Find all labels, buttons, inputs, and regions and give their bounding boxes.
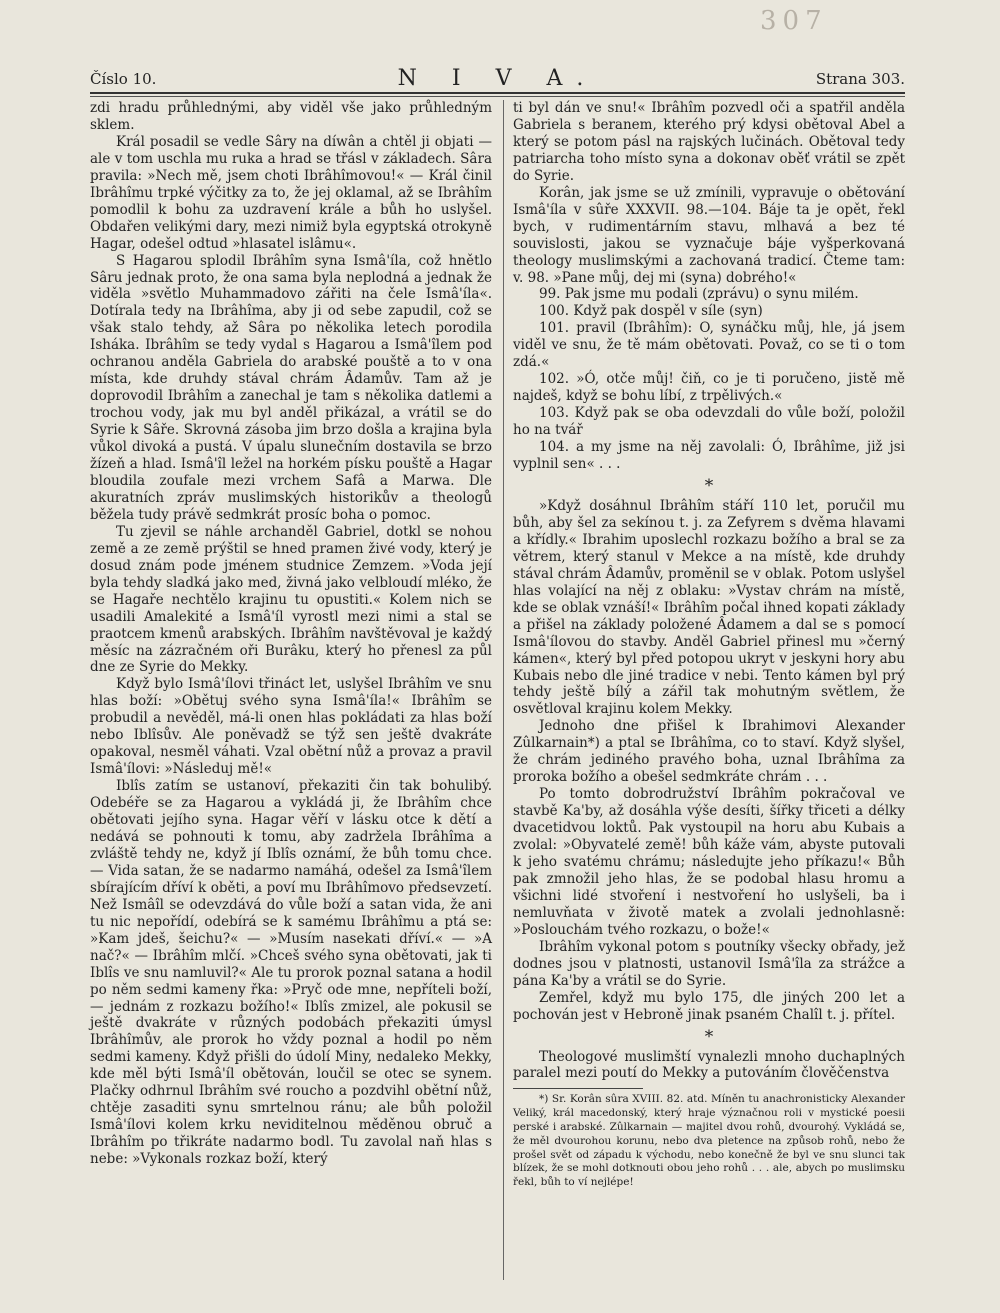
section-asterisk: * [704, 475, 714, 496]
verse-line: 101. pravil (Ibrâhîm): O, synáčku můj, hle, já jsem viděl ve snu, že tě mám obětovati. Považ, co se ti o tom zdá.« [513, 320, 905, 371]
paragraph: Korân, jak jsme se už zmínili, vypravuje o obětování Ismâ'íla v sûře XXXVII. 98.—104. Báje ta je opět, řekl bych, v rudimentárním stavu, mlhavá a bez té souvislosti, jakou se vyznačuje báje vyšperkovaná theology muslimskými a zachovaná tradicí. Čteme tam: v. 98. »Pane můj, dej mi (syna) dobrého!« [513, 184, 905, 286]
paragraph: ti byl dán ve snu!« Ibrâhîm pozvedl oči a spatřil anděla Gabriela s beranem, kterého prý kdysi obětoval Abel a který se potom pásl na rajských lučinách. Obětoval tedy patriarcha toho místo syna a dokonav oběť vrátil se zpět do Syrie. [513, 100, 905, 184]
paragraph: S Hagarou splodil Ibrâhîm syna Ismâ'íla, což hnětlo Sâru jednak proto, že ona sama byla neplodná a jednak že viděla »světlo Muhammadovo zářiti na čele Ismâ'íla«. Dotírala tedy na Ibrâhîma, aby ji od sebe zapudil, což se však stalo tehdy, až Sâra po několika letech porodila Isháka. Ibrâhîm se tedy vydal s Hagarou a Ismâ'îlem pod ochranou anděla Gabriela do arabské pouště a to v ona místa, kde druhdy stával chrám Âdamův. Tam až je doprovodil Ibrâhîm a zanechal je tam s několika datlemi a trochou vody, jak mu byl anděl přikázal, a vrátil se do Syrie k Sâře. Skrovná zásoba jim brzo došla a krajina byla vůkol divoká a pustá. V úpalu slunečním dostavila se brzo žízeň a hlad. Ismâ'îl ležel na horkém písku pouště a Hagar bloudila zoufale mezi vrchem Safâ a Marwa. Dle akuratních zpráv muslimských historikův a theologů běžela tudy právě sedmkrát prosíc boha o pomoc. [90, 252, 492, 523]
footnote-rule [513, 1088, 643, 1089]
paragraph: zdi hradu průhlednými, aby viděl vše jako průhledným sklem. [90, 100, 492, 133]
verse-line: 99. Pak jsme mu podali (zprávu) o synu milém. [539, 286, 859, 303]
publication-title: N I V A. [397, 66, 598, 91]
left-column [90, 100, 492, 1168]
page-number: Strana 303. [815, 70, 905, 88]
verse-line: 104. a my jsme na něj zavolali: Ó, Ibrâhîme, již jsi vyplnil sen« . . . [513, 439, 905, 473]
paragraph: Jednoho dne přišel k Ibrahimovi Alexander Zûlkarnain*) a ptal se Ibrâhîma, co to staví. Když slyšel, že chrám jediného pravého boha, uznal Ibrâhîma za proroka božího a obešel sedmkráte chrám . . . [513, 718, 905, 786]
paragraph: Tu zjevil se náhle archanděl Gabriel, dotkl se nohou země a ze země prýštil se hned pramen živé vody, který je dosud znám pode jménem studnice Zemzem. »Voda její byla tehdy sladká jako med, živná jako velbloudí mléko, že se Hagaře nechtělo krajinu tu opustiti.« Kolem nich se usadili Amalekité a Ismâ'íl vyrostl mezi nimi a stal se praotcem kmenů arabských. Ibrâhîm navštěvoval je každý měsíc na zázračném oři Burâku, který ho přenesl za půl dne ze Syrie do Mekky. [90, 523, 492, 676]
paragraph: Iblîs zatím se ustanoví, překaziti čin tak bohulibý. Odebéře se za Hagarou a vykládá ji, že Ibrâhîm chce obětovati jejího syna. Hagar věří v lásku otce k dětí a nedává se pohnouti k tomu, aby zadržela Ibrâhîma a zvláště tehdy ne, když jí Iblîs oznámí, že bůh tomu chce. — Vida satan, že se nadarmo namáhá, odešel za Ismâ'îlem sbírajícím dříví k oběti, a poví mu Ibrâhîmovo předsevzetí. Než Ismâîl se odevzdává do vůle boží a satan vida, že ani tu nic nepořídí, odebírá se k samému Ibrâhîmu a ptá se: »Kam jdeš, šeichu?« — »Musím nasekati dříví.« — »A nač?« — Ibrâhîm mlčí. »Chceš svého syna obětovati, jak ti Iblîs ve snu namluvil?« Ale tu prorok poznal satana a hodil po něm sedmi kameny řka: »Pryč ode mne, nepříteli boží, — jednám z rozkazu božího!« Iblîs zmizel, ale pokusil se ještě dvakráte v různých podobách překaziti úmysl Ibrâhîmův, ale prorok ho vždy poznal a hodil po něm sedmi kameny. Když přišli do údolí Miny, nedaleko Mekky, kde měl býti Ismâ'íl obětován, loučil se otec se synem. Plačky odhrnul Ibrâhîm své roucho a pozdvihl obětní nůž, chtěje zasaditi synu smrtelnou ránu; ale bůh položil Ismâ'ílovi kolem krku neviditelnou měděnou obruč a Ibrâhîm po třikráte nadarmo bodl. Tu zavolal naň hlas s nebe: »Vykonals rozkaz boží, který [90, 778, 492, 1168]
page-header [90, 66, 905, 92]
paragraph: Ibrâhîm vykonal potom s poutníky všecky obřady, jež dodnes jsou v platnosti, ustanovil Ismâ'îla za strážce a pána Ka'by a vrátil se do Syrie. [513, 938, 905, 989]
header-rule-thick [90, 92, 905, 94]
paragraph: »Když dosáhnul Ibrâhîm stáří 110 let, poručil mu bůh, aby šel za sekínou t. j. za Zefyrem s dvěma hlavami a křídly.« Ibrahim uposlechl rozkazu božího a bral se za větrem, který stanul v Mekce a na místě, kde druhdy stával chrám Âdamův, proměnil se v oblak. Potom uslyšel hlas volající na něj z oblaku: »Vystav chrám na místě, kde se oblak vznáší!« Ibrâhîm počal ihned kopati základy a přišel na základy položené Âdamem a dal se s pomocí Ismâ'ílovou do stavby. Anděl Gabriel přinesl mu »černý kámen«, který byl před potopou ukryt v jeskyni hory abu Kubais nebo dle jiné tradice v nebi. Tento kámen byl prý tehdy ještě bílý a zářil tak mohutným světlem, že osvětloval krajinu kolem Mekky. [513, 497, 905, 718]
right-column [513, 100, 905, 1190]
column-divider [503, 100, 504, 1280]
paragraph: Zemřel, když mu bylo 175, dle jiných 200 let a pochován jest v Hebroně jinak psaném Chalîl t. j. přítel. [513, 989, 905, 1023]
paragraph: Král posadil se vedle Sâry na díwân a chtěl ji objati — ale v tom uschla mu ruka a hrad se třásl v základech. Sâra pravila: »Nech mě, jsem choti Ibrâhîmovou!« — Král činil Ibrâhîmu trpké výčitky za to, že jej oklamal, až se Ibrâhîm pomodlil k bohu za uzdravení krále a bůh ho uslyšel. Obdařen velikými dary, mezi nimiž byla egyptská otrokyně Hagar, odešel odtud »hlasatel islâmu«. [90, 133, 492, 252]
handwritten-page-mark: 307 [760, 6, 828, 36]
section-asterisk: * [704, 1026, 714, 1047]
issue-number: Číslo 10. [90, 70, 157, 88]
paragraph: Po tomto dobrodružství Ibrâhîm pokračoval ve stavbě Ka'by, až dosáhla výše desíti, šířky třiceti a délky dvacetidvou loktů. Pak vystoupil na horu abu Kubais a zvolal: »Obyvatelé země! bůh káže vám, abyste putovali k jeho svatému chrámu; následujte jeho příkazu!« Bůh pak zmnožil jeho hlas, že se podobal hlasu hromu a všichni lidé stvoření i nestvoření ho uslyšeli, ba i nemluvňata v životě matek a zvolali jednohlasně: »Poslouchám tvého rozkazu, o bože!« [513, 786, 905, 938]
verse-line: 102. »Ó, otče můj! čiň, co je ti poručeno, jistě mě najdeš, když se bohu líbí, z trpělivých.« [513, 371, 905, 405]
verse-line: 100. Když pak dospěl v síle (syn) [539, 303, 763, 320]
paragraph: Theologové muslimští vynalezli mnoho duchaplných paralel mezi poutí do Mekky a putováním člověčenstva [513, 1048, 905, 1082]
verse-line: 103. Když pak se oba odevzdali do vůle boží, položil ho na tvář [513, 405, 905, 439]
paragraph: Když bylo Ismâ'ílovi třináct let, uslyšel Ibrâhîm ve snu hlas boží: »Obětuj svého syna Ismâ'íla!« Ibrâhîm se probudil a nevěděl, má-li onen hlas pokládati za hlas boží nebo Iblîsův. Ale poněvadž se týž sen ještě dvakráte opakoval, nesměl váhati. Vzal obětní nůž a provaz a pravil Ismâ'ílovi: »Následuj mě!« [90, 676, 492, 778]
footnote: *) Sr. Korân sûra XVIII. 82. atd. Míněn tu anachronisticky Alexander Veliký, král macedonský, který hraje význačnou roli v mystické poesii perské i arabské. Zûlkarnain — majitel dvou rohů, dvourohý. Vykládá se, že měl dvourohou korunu, nebo dva pletence na způsob rohů, nebo že prošel svět od západu k východu, nebo konečně že byl ve snu slunci tak blízek, že se mohl dotknouti obou jeho rohů . . . ale, abych po muslimsku řekl, bůh to ví nejlépe! [513, 1093, 905, 1189]
header-rule-thin [90, 96, 905, 97]
